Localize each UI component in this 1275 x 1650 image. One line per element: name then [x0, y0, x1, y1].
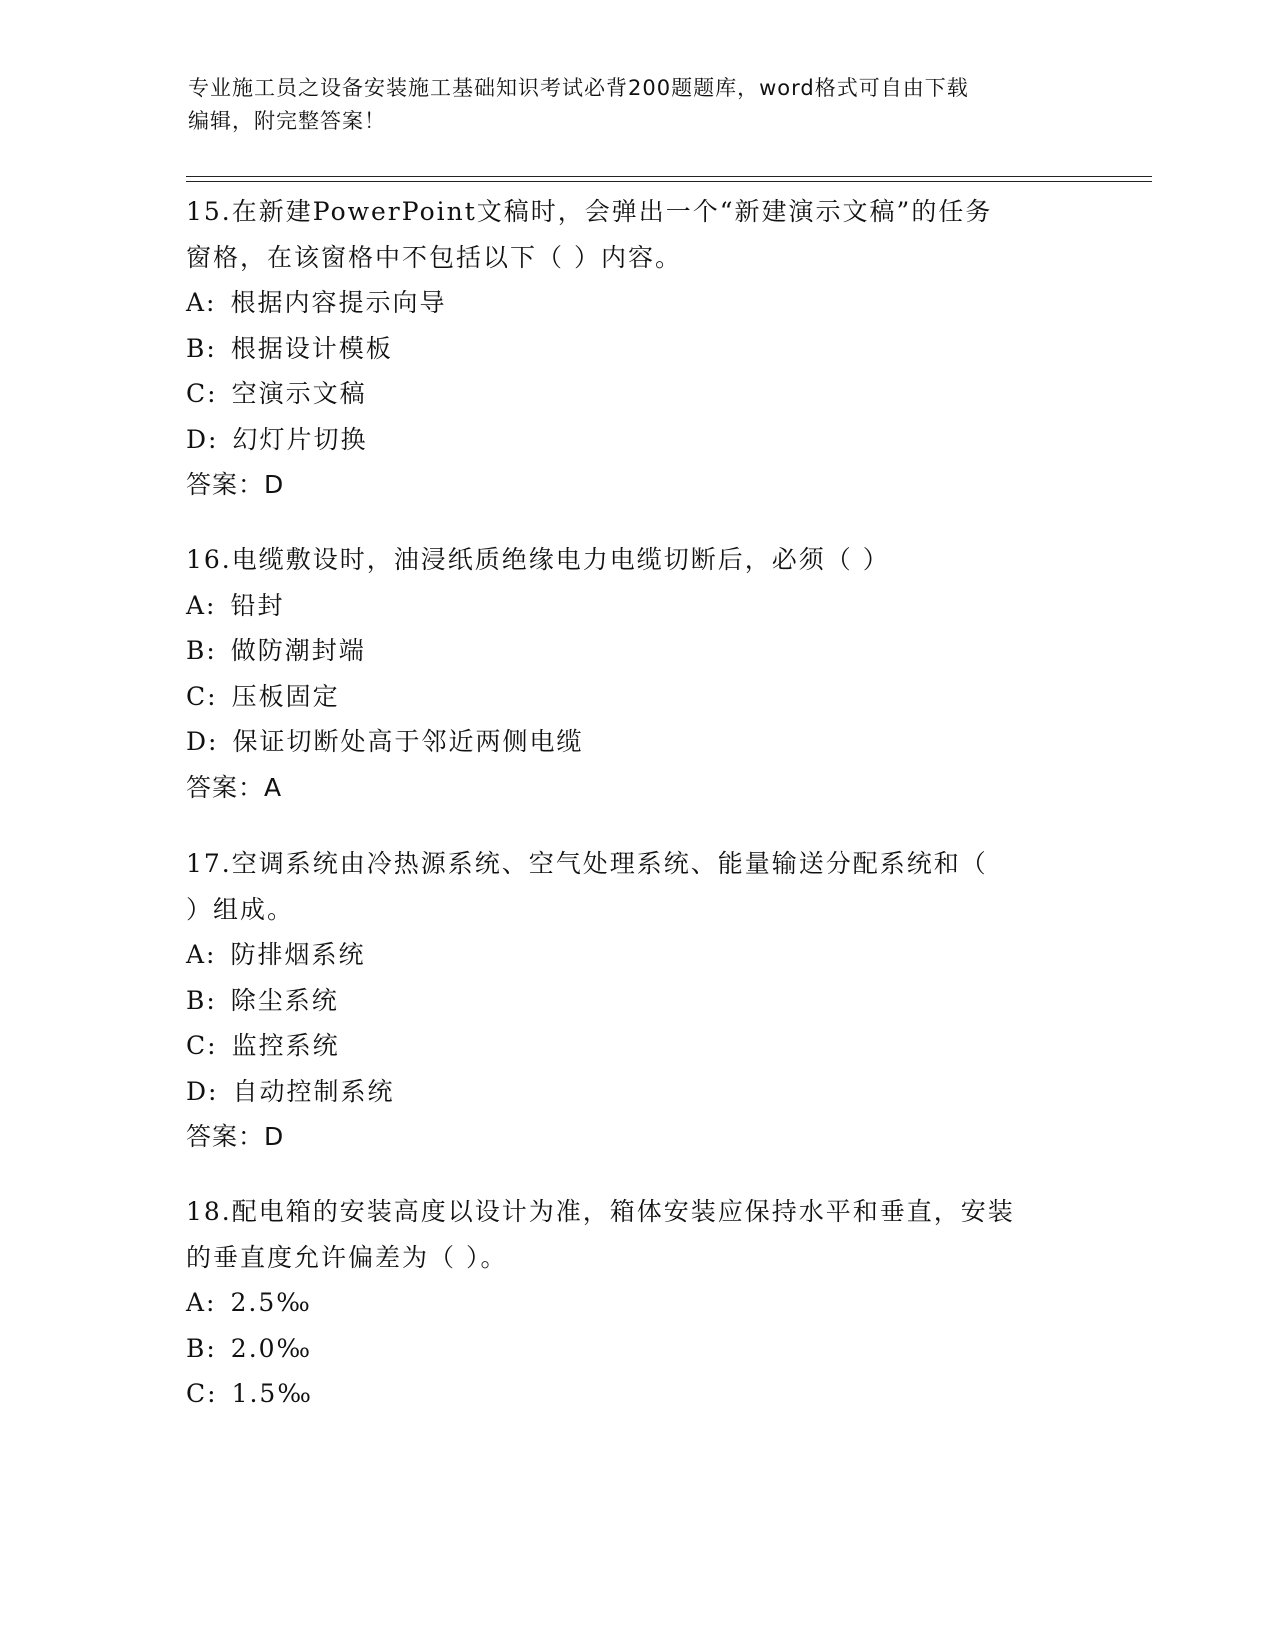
option-b	[186, 326, 1086, 372]
option-key: C:	[186, 1031, 218, 1060]
question-text-line: 窗格，在该窗格中不包括以下（ ）内容。	[186, 242, 682, 272]
option-d	[186, 417, 1086, 463]
question-list	[186, 189, 1086, 1417]
question-text-line: ）组成。	[186, 894, 295, 924]
header-line-1: 专业施工员之设备安装施工基础知识考试必背200题题库，word格式可自由下载	[188, 76, 969, 100]
option-text: 2.0‰	[230, 1333, 313, 1363]
option-key: A:	[186, 1288, 217, 1317]
option-c	[186, 1023, 1086, 1069]
option-text: 除尘系统	[230, 985, 339, 1015]
question-text-line: 的垂直度允许偏差为（ ）。	[186, 1242, 508, 1272]
option-text: 监控系统	[231, 1031, 340, 1060]
answer-label: 答案：D	[186, 470, 285, 499]
option-text: 保证切断处高于邻近两侧电缆	[232, 727, 584, 756]
question-text-line: 16.电缆敷设时，油浸纸质绝缘电力电缆切断后，必须（ ）	[186, 545, 890, 574]
question-15	[186, 189, 1086, 537]
answer-label: 答案：D	[186, 1122, 285, 1151]
option-d	[186, 1069, 1086, 1115]
option-key: C:	[186, 1379, 218, 1408]
option-key: B:	[186, 333, 217, 363]
question-text-line: 18.配电箱的安装高度以设计为准，箱体安装应保持水平和垂直，安装	[186, 1197, 1015, 1226]
option-c	[186, 371, 1086, 417]
option-a	[186, 280, 1086, 326]
option-text: 自动控制系统	[232, 1076, 395, 1106]
option-text: 压板固定	[231, 681, 340, 711]
header-divider-bottom	[186, 181, 1152, 182]
option-b	[186, 628, 1086, 674]
question-16	[186, 537, 1086, 841]
option-c	[186, 674, 1086, 720]
option-key: A:	[186, 288, 217, 317]
answer-label: 答案：A	[186, 772, 283, 802]
option-key: B:	[186, 1333, 217, 1363]
header-line-2: 编辑，附完整答案！	[188, 109, 386, 133]
option-key: D:	[186, 1076, 219, 1106]
option-text: 根据内容提示向导	[230, 288, 447, 317]
option-key: A:	[186, 940, 217, 969]
option-d	[186, 719, 1086, 765]
option-text: 幻灯片切换	[232, 424, 368, 454]
option-a	[186, 583, 1086, 629]
option-b	[186, 978, 1086, 1024]
document-header	[188, 72, 1088, 138]
option-text: 空演示文稿	[231, 379, 367, 408]
option-key: D:	[186, 727, 219, 756]
option-a	[186, 1280, 1086, 1326]
option-b	[186, 1326, 1086, 1372]
option-text: 1.5‰	[231, 1379, 313, 1408]
option-text: 2.5‰	[230, 1288, 312, 1317]
header-divider-top	[186, 176, 1152, 177]
option-key: D:	[186, 424, 219, 454]
option-text: 铅封	[230, 590, 285, 620]
option-text: 做防潮封端	[230, 636, 366, 665]
option-c	[186, 1371, 1086, 1417]
option-key: B:	[186, 636, 217, 665]
option-key: B:	[186, 985, 217, 1015]
option-text: 防排烟系统	[230, 940, 366, 969]
option-key: C:	[186, 379, 218, 408]
option-text: 根据设计模板	[230, 333, 393, 363]
question-text-line: 15.在新建PowerPoint文稿时，会弹出一个“新建演示文稿”的任务	[186, 197, 993, 226]
question-17	[186, 841, 1086, 1189]
question-18	[186, 1189, 1086, 1417]
option-key: C:	[186, 681, 218, 711]
option-key: A:	[186, 590, 217, 620]
question-text-line: 17.空调系统由冷热源系统、空气处理系统、能量输送分配系统和（	[186, 849, 988, 878]
option-a	[186, 932, 1086, 978]
